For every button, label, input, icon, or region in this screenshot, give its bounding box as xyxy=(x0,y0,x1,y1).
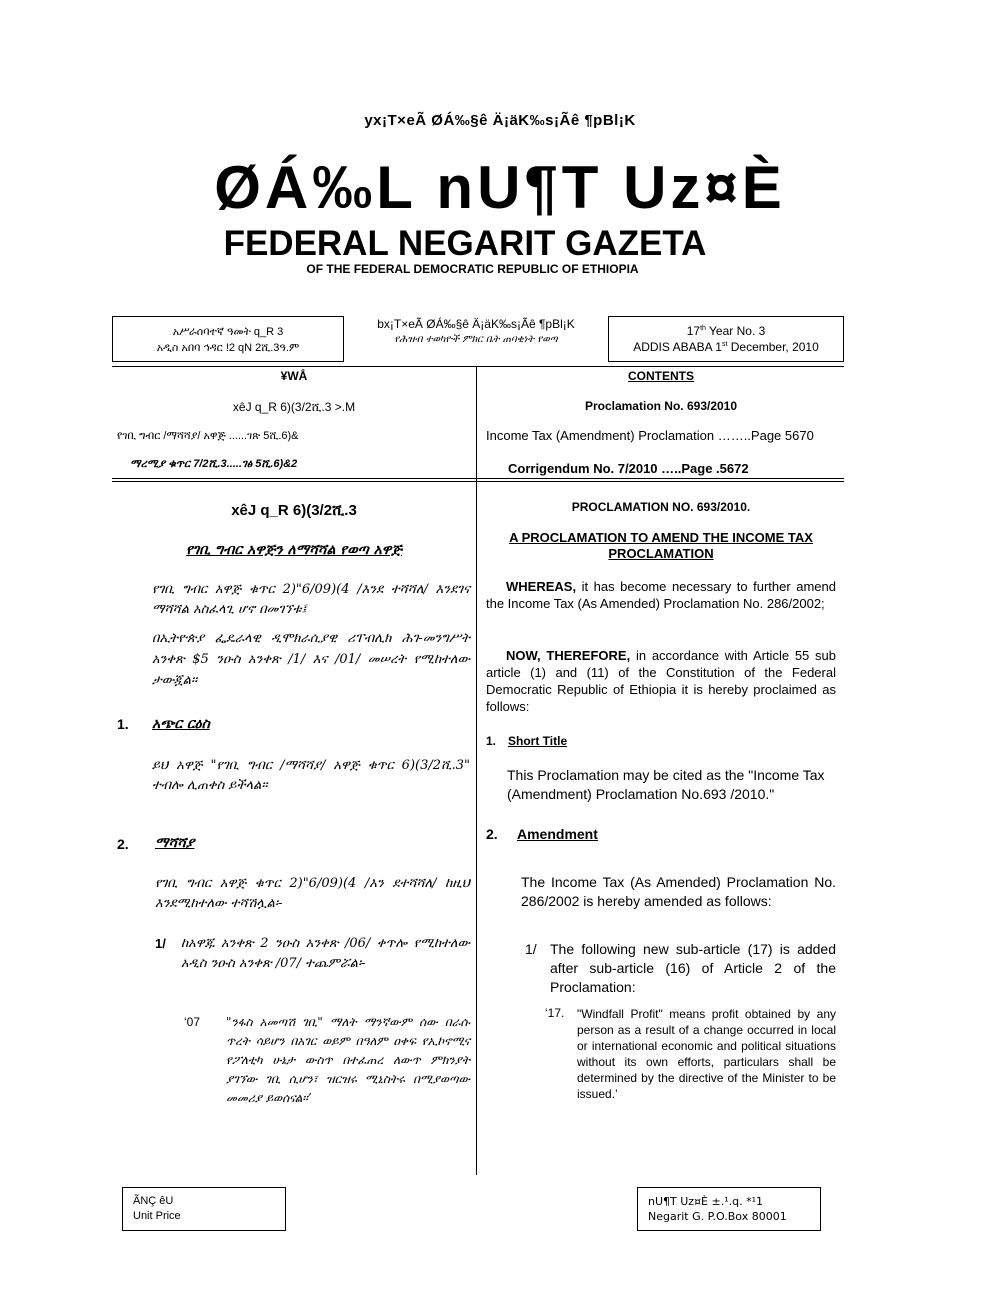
contents-en-income: Income Tax (Amendment) Proclamation ……..Page 5670 xyxy=(486,428,814,443)
am-s1-number: 1. xyxy=(117,716,129,732)
masthead-amharic-title: ØÁ‰L nU¶T Uz¤È xyxy=(214,154,786,221)
en-s1-body: This Proclamation may be cited as the "Income Tax (Amendment) Proclamation No.693 /2010." xyxy=(507,767,825,802)
en-item1-number: 1/ xyxy=(525,941,537,957)
header-mid-line2: የሕዝብ ተወካዮች ምክር ቤት ጠባቂነት የወጣ xyxy=(394,334,558,345)
footer-right-line2: Negarit G. P.O.Box 80001 xyxy=(648,1210,787,1223)
contents-am-income: የገቢ ግብር /ማሻሻያ/ አዋጅ ......ገጽ 5ሺ.6)& xyxy=(117,430,299,442)
header-right-box xyxy=(608,316,844,362)
am-item1-body: ከአዋጁ አንቀጽ 2 ንዑስ አንቀጽ /06/ ቀጥሎ የሚከተለው አዲስ ንዑስ አንቀጽ /07/ ተጨምሯል፡- xyxy=(181,936,470,971)
en-s2-body: The Income Tax (As Amended) Proclamation No. 286/2002 is hereby amended as follows: xyxy=(521,874,836,909)
en-item1-body: The following new sub-article (17) is added after sub-article (16) of Article 2 of the Proclamation: xyxy=(550,941,836,995)
footer-unit-price-box xyxy=(122,1187,286,1231)
header-right-year: 17th Year No. 3 xyxy=(686,324,766,338)
contents-en-corrigendum: Corrigendum No. 7/2010 …..Page .5672 xyxy=(508,461,749,476)
am-item17-number: ‘07 xyxy=(184,1015,201,1029)
header-mid-block xyxy=(347,317,605,347)
footer-pobox-box xyxy=(637,1187,821,1231)
en-whereas: WHEREAS, it has become necessary to further amend the Income Tax (As Amended) Proclamation No. 286/2002; xyxy=(486,579,836,611)
am-s2-number: 2. xyxy=(117,836,129,852)
am-proc-subtitle: የገቢ ግብር አዋጅን ለማሻሻል የወጣ አዋጅ xyxy=(186,542,402,558)
header-left-line1: አሥራሰባተኛ ዓመት q_R 3 xyxy=(172,326,284,338)
rule-contents-2 xyxy=(112,481,844,482)
header-left-box xyxy=(112,316,344,362)
am-preamble-2: በኢትዮጵያ ፌዴራላዊ ዲሞክራሲያዊ ሪፐብሊክ ሕገ-መንግሥት አንቀጽ $5 ንዑስ አንቀጽ /1/ እና /01/ መሠረት የሚከተለው ታውጇል። xyxy=(152,631,470,688)
header-mid-line1: bx¡T×eÃ ØÁ‰§ê Ä¡äK‰s¡Ãê ¶pBl¡K xyxy=(377,317,575,331)
am-proc-title: xêJ q_R 6)(3/2ሺ.3 xyxy=(231,502,357,519)
en-proc-subtitle: A PROCLAMATION TO AMEND THE INCOME TAX PROCLAMATION xyxy=(509,530,813,561)
contents-am-heading: ¥WÅ xyxy=(280,369,308,383)
am-item17-body: "ንፋስ አመጣሽ ገቢ" ማለት ማንኛውም ሰው በራሱ ጥረት ሳይሆን በአገር ወይም በዓለም ዐቀፍ የኢኮኖሚና የፖለቲካ ሁኔታ ውስጥ በተፈጠረ ለውጥ ምክንያት ያገኘው ገቢ ሲሆን፣ ዝርዝሩ ሚኒስትሩ በሚያወጣው መመሪያ ይወሰናል።’ xyxy=(226,1015,470,1105)
contents-en-proc: Proclamation No. 693/2010 xyxy=(584,399,738,413)
footer-left-line1: ÃNÇ êU xyxy=(133,1195,174,1207)
am-item1-number: 1/ xyxy=(155,936,166,951)
masthead-subtitle: OF THE FEDERAL DEMOCRATIC REPUBLIC OF ETHIOPIA xyxy=(306,262,639,276)
en-item17-number: ‘17. xyxy=(545,1006,565,1020)
header-left-line2: አዲስ አበባ ኅዳር !2 qN 2ሺ.3ዓ.ም xyxy=(156,342,300,354)
rule-top xyxy=(112,366,844,367)
en-s2-title: Amendment xyxy=(517,826,598,842)
en-s1-number: 1. xyxy=(486,734,497,748)
en-now-therefore: NOW, THEREFORE, in accordance with Article 55 sub article (1) and (11) of the Constitution of the Federal Democratic Republic of Ethiopia it is hereby proclaimed as follows: xyxy=(486,648,836,714)
en-s2-number: 2. xyxy=(486,826,498,842)
contents-en-heading: CONTENTS xyxy=(628,369,694,383)
masthead-garbled-line: yx¡T×eÃ ØÁ‰§ê Ä¡äK‰s¡Ãê ¶pBl¡K xyxy=(364,112,636,129)
column-divider xyxy=(476,367,477,1175)
am-s2-title: ማሻሻያ xyxy=(155,835,195,851)
en-proc-title: PROCLAMATION NO. 693/2010. xyxy=(571,500,751,514)
footer-right-line1: nU¶T Uz¤È ±.¹.q. *¹1 xyxy=(648,1195,764,1208)
contents-am-corrigendum: ማረሚያ ቁጥር 7/2ሺ.3.....ገፅ 5ሺ.6)&2 xyxy=(130,458,298,470)
header-right-city-date: ADDIS ABABA 1st December, 2010 xyxy=(633,340,819,354)
am-preamble-1: የገቢ ግብር አዋጅ ቁጥር 2)"6/09)(4 /እንደ ተሻሻለ/ እንደገና ማሻሻል አስፈላጊ ሆኖ በመገኘቱ፤ xyxy=(152,582,470,617)
am-s1-title: አጭር ርዕስ xyxy=(152,716,210,732)
am-s2-body: የገቢ ግብር አዋጅ ቁጥር 2)"6/09)(4 /እን ደተሻሻለ/ ከዚህ እንደሚከተለው ተሻሽሏል፡- xyxy=(155,876,470,911)
footer-left-line2: Unit Price xyxy=(133,1210,181,1222)
rule-contents-1 xyxy=(112,478,844,479)
contents-am-proc: xêJ q_R 6)(3/2ሺ.3 >.M xyxy=(232,400,356,414)
am-s1-body: ይህ አዋጅ "የገቢ ግብር /ማሻሻያ/ አዋጅ ቁጥር 6)(3/2ሺ.3" ተብሎ ሊጠቀስ ይችላል። xyxy=(152,758,470,793)
masthead-title: FEDERAL NEGARIT GAZETA xyxy=(223,224,707,263)
en-s1-title: Short Title xyxy=(508,734,568,748)
en-item17-body: "Windfall Profit" means profit obtained by any person as a result of a change occurred in local or international economic and political situations without its own efforts, particulars shall be determined by the directive of the Minister to be issued.’ xyxy=(577,1007,836,1101)
